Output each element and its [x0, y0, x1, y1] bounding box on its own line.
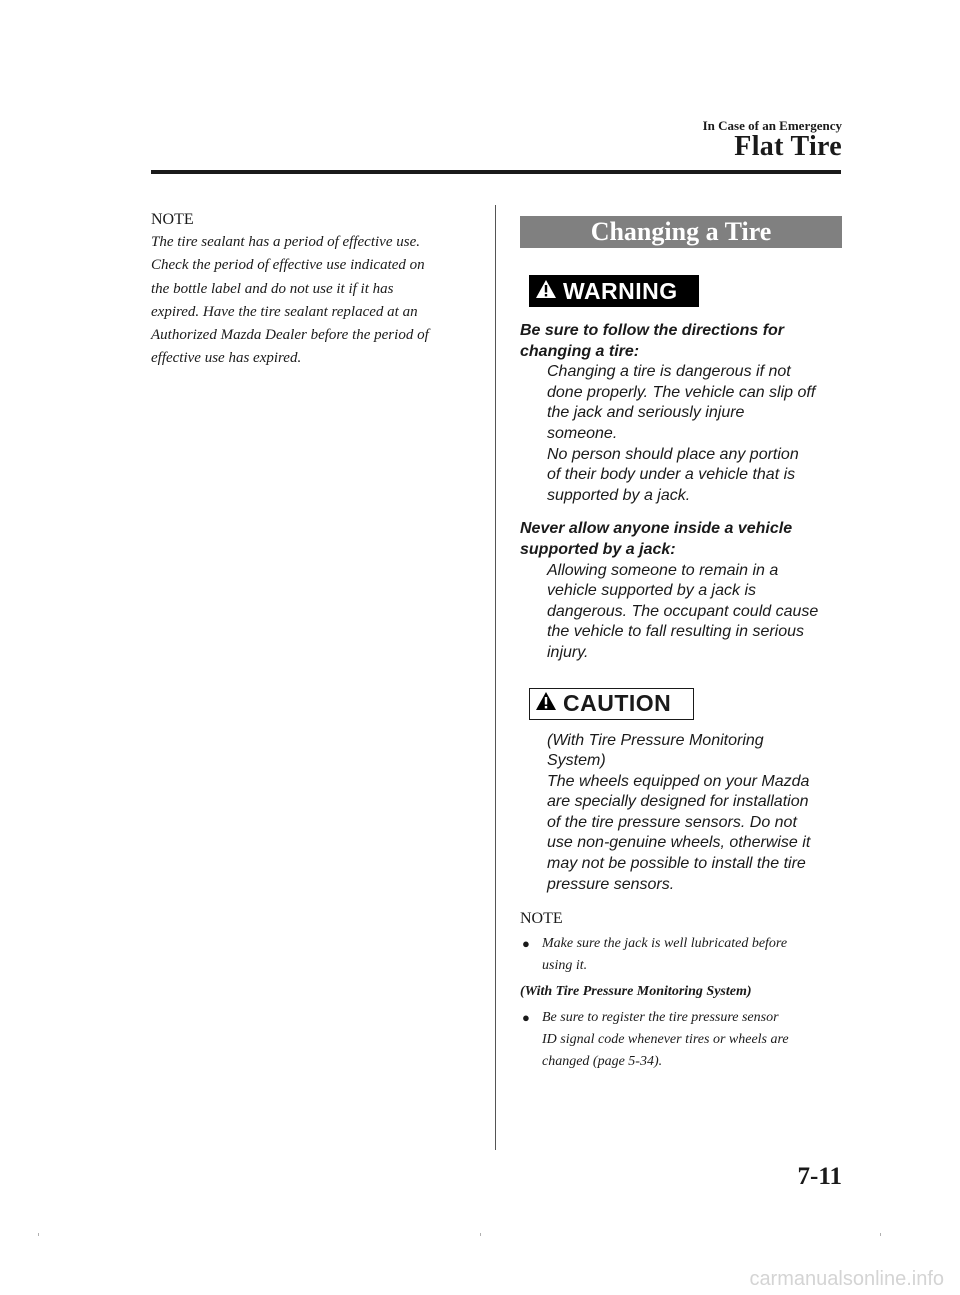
bullet-icon: ● [522, 936, 530, 952]
text-line: dangerous. The occupant could cause [547, 602, 819, 620]
text-line: Changing a tire is dangerous if not [547, 363, 791, 381]
text-line: use non-genuine wheels, otherwise it [547, 834, 811, 852]
crop-mark [38, 1233, 39, 1236]
warning-label-box [529, 275, 699, 307]
warning-label: WARNING [563, 277, 678, 304]
warning-triangle-icon [535, 278, 557, 305]
right-column [520, 216, 842, 1073]
text-line: supported by a jack: [520, 540, 676, 558]
text-line: are specially designed for installation [547, 793, 809, 811]
note-bullet-item [520, 1007, 842, 1073]
text-line: The wheels equipped on your Mazda [547, 772, 810, 790]
caution-body [547, 731, 842, 896]
note-line: the bottle label and do not use it if it has [151, 280, 394, 297]
text-line: pressure sensors. [547, 875, 675, 893]
text-line: System) [547, 752, 606, 770]
text-line: No person should place any portion [547, 445, 799, 463]
text-line: Be sure to follow the directions for [520, 322, 785, 339]
caution-triangle-icon [535, 690, 557, 717]
text-line: (With Tire Pressure Monitoring [547, 731, 764, 749]
text-line: injury. [547, 643, 589, 661]
note-subheading: (With Tire Pressure Monitoring System) [520, 984, 752, 1000]
bullet-icon: ● [522, 1010, 530, 1026]
header-section-label: In Case of an Emergency [702, 118, 842, 133]
warning-paragraph-1-heading [520, 321, 842, 362]
caution-label: CAUTION [563, 690, 672, 716]
text-line: Be sure to register the tire pressure sensor [542, 1010, 779, 1026]
text-line: using it. [542, 958, 588, 974]
warning-paragraph-1 [520, 321, 842, 506]
note-heading: NOTE [151, 211, 194, 228]
text-line: Never allow anyone inside a vehicle [520, 520, 793, 538]
text-line: done properly. The vehicle can slip off [547, 383, 816, 401]
crop-mark [480, 1233, 481, 1236]
watermark: carmanualsonline.info [749, 1268, 944, 1290]
text-line: may not be possible to install the tire [547, 855, 806, 873]
warning-paragraph-2-body [547, 561, 842, 664]
section-title: Changing a Tire [520, 216, 842, 248]
header-rule [151, 170, 841, 174]
note-line: expired. Have the tire sealant replaced at an [151, 303, 418, 320]
note-section [520, 910, 842, 1073]
note-text [151, 231, 471, 371]
column-divider [495, 205, 496, 1150]
warning-paragraph-1-body [547, 362, 842, 506]
text-line: ID signal code whenever tires or wheels are [542, 1032, 789, 1048]
note-line: effective use has expired. [151, 350, 302, 367]
text-line: Allowing someone to remain in a [547, 561, 779, 579]
page-title: Flat Tire [734, 131, 842, 162]
note-line: Authorized Mazda Dealer before the period of [151, 327, 429, 344]
text-line: supported by a jack. [547, 486, 691, 504]
warning-paragraph-2 [520, 519, 842, 663]
text-line: the jack and seriously injure [547, 404, 745, 422]
note-heading: NOTE [520, 910, 563, 928]
note-line: The tire sealant has a period of effective use. [151, 234, 420, 250]
text-line: of their body under a vehicle that is [547, 466, 796, 484]
left-column [151, 211, 471, 371]
warning-paragraph-2-heading [520, 519, 842, 560]
text-line: vehicle supported by a jack is [547, 582, 756, 600]
note-bullet-item [520, 933, 842, 977]
text-line: Make sure the jack is well lubricated before [542, 936, 788, 952]
text-line: the vehicle to fall resulting in serious [547, 623, 805, 641]
text-line: changing a tire: [520, 342, 640, 360]
text-line: changed (page 5-34). [542, 1054, 663, 1070]
note-line: Check the period of effective use indicated on [151, 257, 425, 274]
crop-mark [880, 1233, 881, 1236]
caution-label-box [529, 688, 694, 720]
text-line: of the tire pressure sensors. Do not [547, 813, 797, 831]
page-number: 7-11 [797, 1163, 842, 1190]
text-line: someone. [547, 424, 618, 442]
